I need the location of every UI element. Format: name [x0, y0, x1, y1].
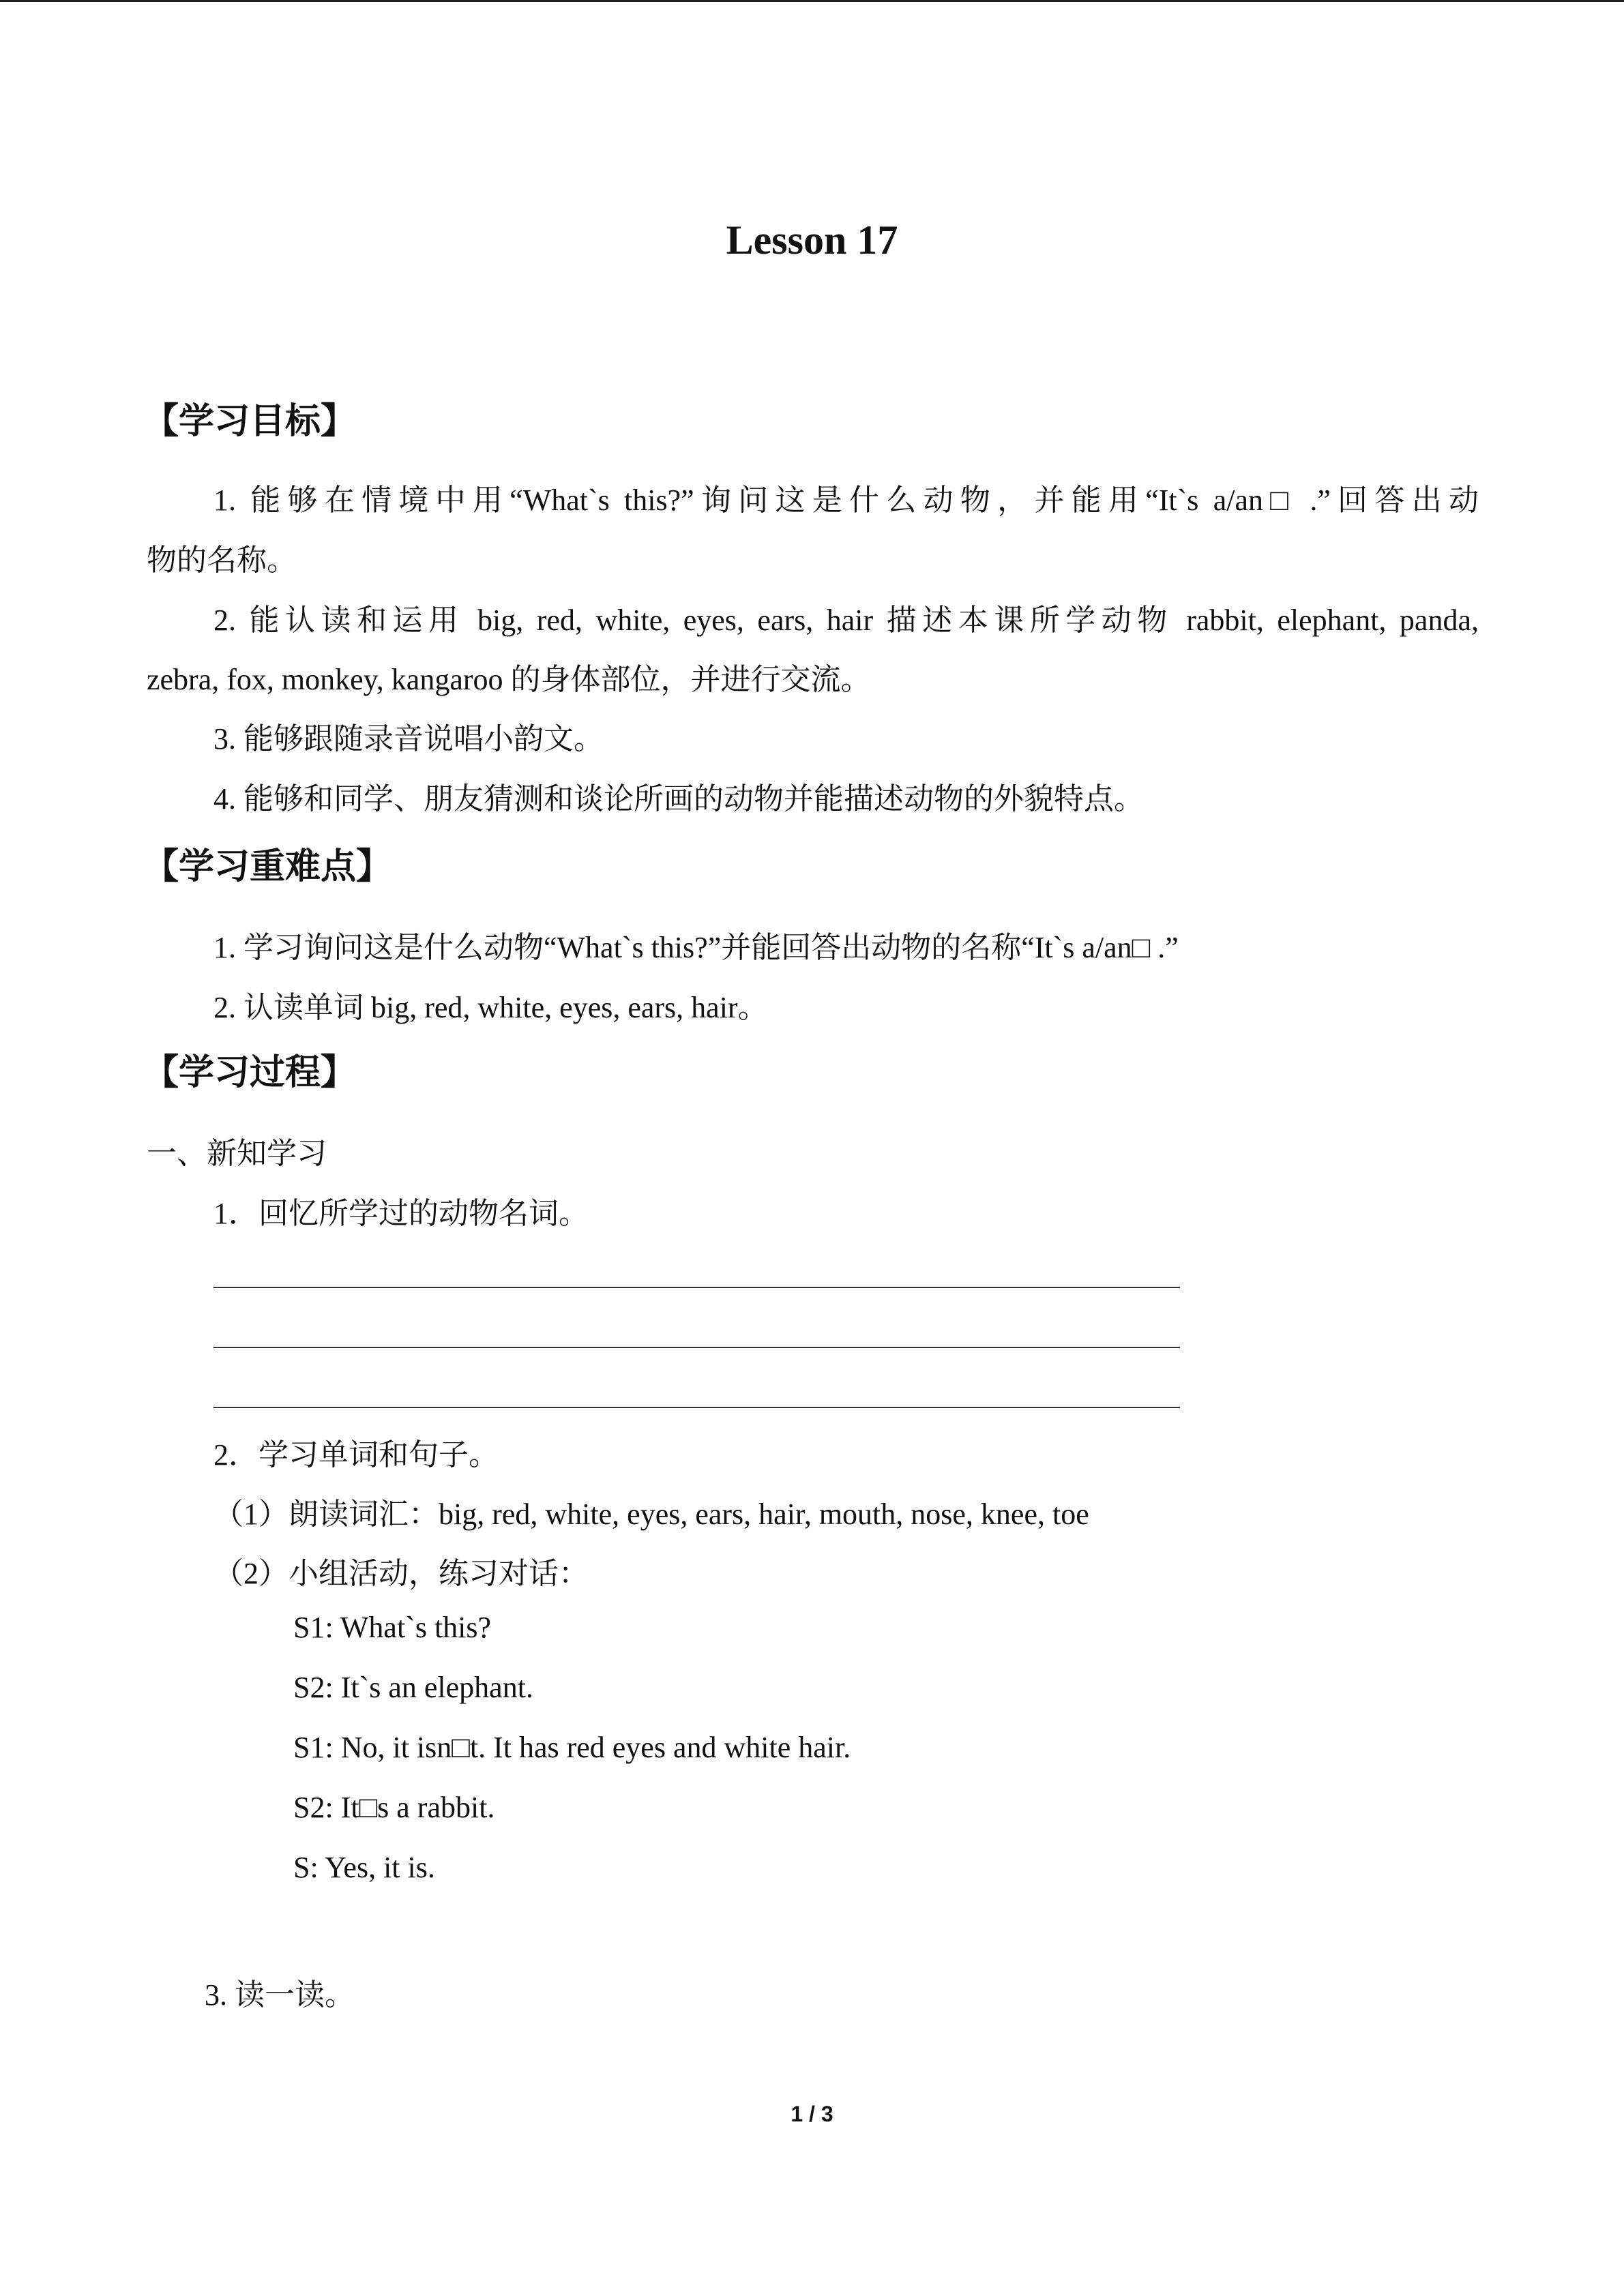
answer-line — [213, 1407, 1180, 1408]
keypoint-item-2: 2. 认读单词 big, red, white, eyes, ears, hair。 — [213, 991, 768, 1024]
objective-item-2-line-2: zebra, fox, monkey, kangaroo 的身体部位，并进行交流。 — [147, 663, 871, 696]
answer-line — [213, 1287, 1180, 1288]
dialogue-line: S1: What`s this? — [293, 1611, 492, 1644]
objective-item-1-line-2: 物的名称。 — [147, 543, 297, 577]
objective-item-1-line-1: 1. 能够在情境中用“What`s this?”询问这是什么动物，并能用“It`s a/an□ .”回答出动 — [213, 483, 1479, 517]
step-3: 3. 读一读。 — [205, 1978, 355, 2012]
step-2-sub-1: （1）朗读词汇：big, red, white, eyes, ears, hair, mouth, nose, knee, toe — [213, 1497, 1089, 1531]
keypoints-heading: 【学习重难点】 — [143, 846, 392, 887]
dialogue-line: S2: It`s an elephant. — [293, 1671, 533, 1704]
keypoint-item-1: 1. 学习询问这是什么动物“What`s this?”并能回答出动物的名称“It`s a/an□ .” — [213, 931, 1179, 964]
step-2-sub-2: （2）小组活动，练习对话： — [213, 1557, 589, 1590]
dialogue-line: S1: No, it isn□t. It has red eyes and white hair. — [293, 1731, 851, 1764]
process-heading: 【学习过程】 — [143, 1052, 357, 1093]
step-1: 1．回忆所学过的动物名词。 — [213, 1197, 589, 1230]
top-border — [0, 0, 1624, 2]
dialogue-line: S2: It□s a rabbit. — [293, 1791, 495, 1824]
objective-item-4: 4. 能够和同学、朋友猜测和谈论所画的动物并能描述动物的外貌特点。 — [213, 782, 1144, 816]
answer-line — [213, 1347, 1180, 1348]
dialogue-line: S: Yes, it is. — [293, 1851, 435, 1884]
objective-item-2-line-1: 2. 能认读和运用 big, red, white, eyes, ears, hair 描述本课所学动物 rabbit, elephant, panda, — [213, 603, 1479, 637]
page-title: Lesson 17 — [726, 218, 898, 263]
objective-item-3: 3. 能够跟随录音说唱小韵文。 — [213, 722, 604, 756]
section-new-learning: 一、新知学习 — [147, 1137, 327, 1170]
step-2: 2．学习单词和句子。 — [213, 1438, 499, 1472]
objectives-heading: 【学习目标】 — [143, 401, 357, 442]
page-number: 1 / 3 — [791, 2102, 833, 2126]
